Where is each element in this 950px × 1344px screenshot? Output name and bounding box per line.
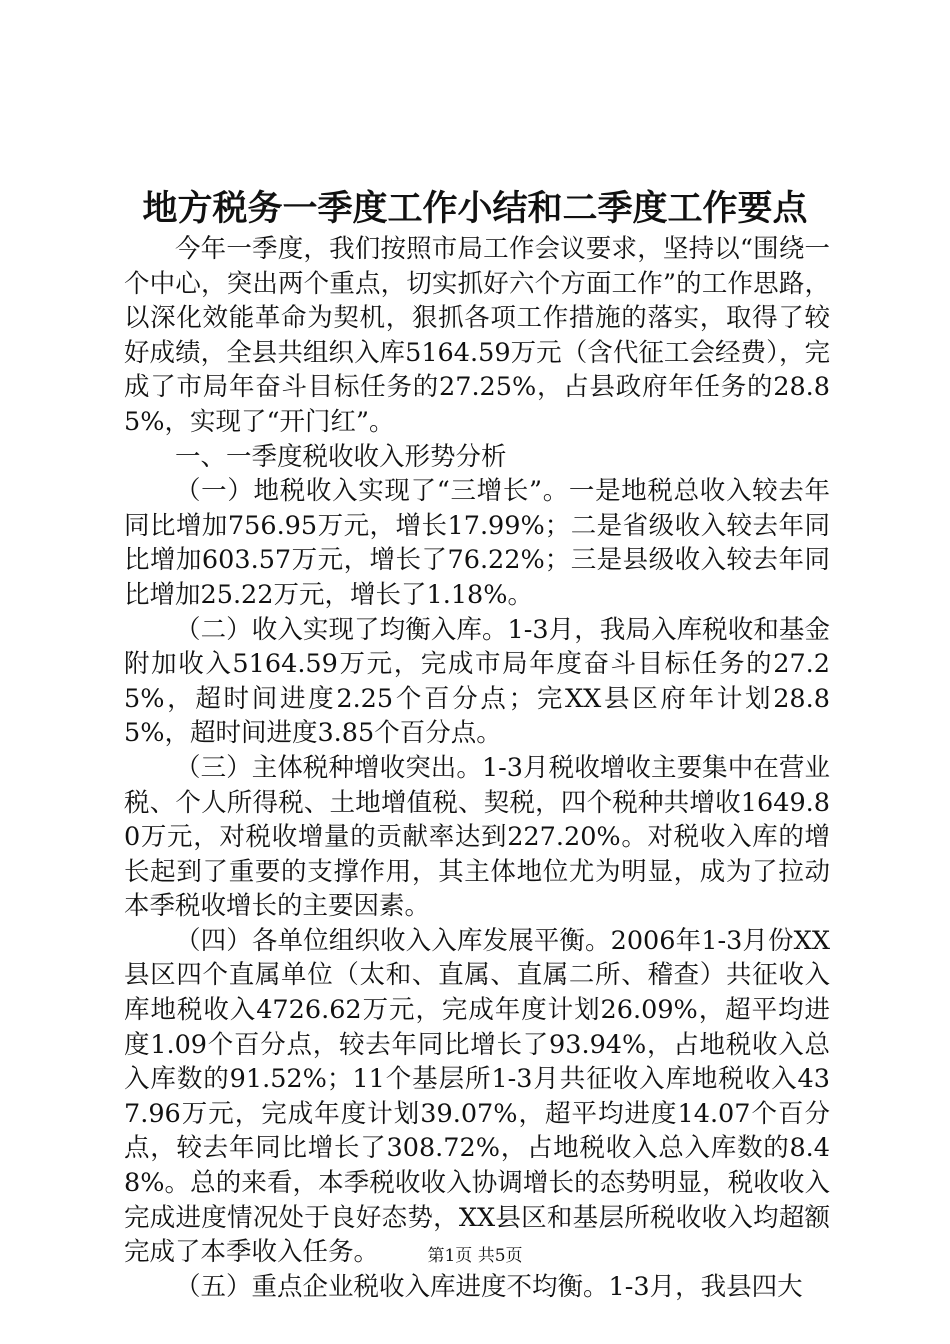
section-heading: 一、一季度税收收入形势分析: [175, 441, 507, 472]
paragraph-item-1: （一）地税收入实现了“三增长”。一是地税总收入较去年同比增加756.95万元，增长17.99%；二是省级收入较去年同比增加603.57万元，增长了76.22%；三是县级收入较去年同比增加25.22万元，增长了1.18%。: [124, 476, 830, 610]
paragraph-item-2: （二）收入实现了均衡入库。1-3月，我局入库税收和基金附加收入5164.59万元，完成市局年度奋斗目标任务的27.25%，超时间进度2.25个百分点；完XX县区府年计划28.85%，超时间进度3.85个百分点。: [124, 614, 830, 749]
intro-paragraph: 今年一季度，我们按照市局工作会议要求，坚持以“围绕一个中心，突出两个重点，切实抓好六个方面工作”的工作思路，以深化效能革命为契机，狠抓各项工作措施的落实，取得了较好成绩，全县共组织入库5164.59万元（含代征工会经费），完成了市局年奋斗目标任务的27.25%，占县政府年任务的28.85%，实现了“开门红”。: [124, 234, 830, 437]
paragraph-item-4: （四）各单位组织收入入库发展平衡。2006年1-3月份XX县区四个直属单位（太和、直属、直属二所、稽查）共征收入库地税收入4726.62万元，完成年度计划26.09%，超平均进度1.09个百分点，较去年同比增长了93.94%，占地税收入总入库数的91.52%；11个基层所1-3月共征收入库地税收入437.96万元，完成年度计划39.07%，超平均进度14.07个百分点，较去年同比增长了308.72%，占地税收入总入库数的8.48%。总的来看，本季税收收入协调增长的态势明显，税收收入完成进度情况处于良好态势，XX县区和基层所税收收入均超额完成了本季收入任务。: [124, 925, 830, 1268]
paragraph-item-5: （五）重点企业税收入库进度不均衡。1-3月，我县四大: [175, 1271, 803, 1302]
page-number-footer: 第1页 共5页: [427, 1246, 523, 1266]
paragraph-item-3: （三）主体税种增收突出。1-3月税收增收主要集中在营业税、个人所得税、土地增值税、契税，四个税种共增收1649.80万元，对税收增量的贡献率达到227.20%。对税收入库的增长起到了重要的支撑作用，其主体地位尤为明显，成为了拉动本季税收增长的主要因素。: [124, 752, 830, 922]
document-title: 地方税务一季度工作小结和二季度工作要点: [142, 188, 808, 229]
document-body: [124, 232, 830, 1304]
